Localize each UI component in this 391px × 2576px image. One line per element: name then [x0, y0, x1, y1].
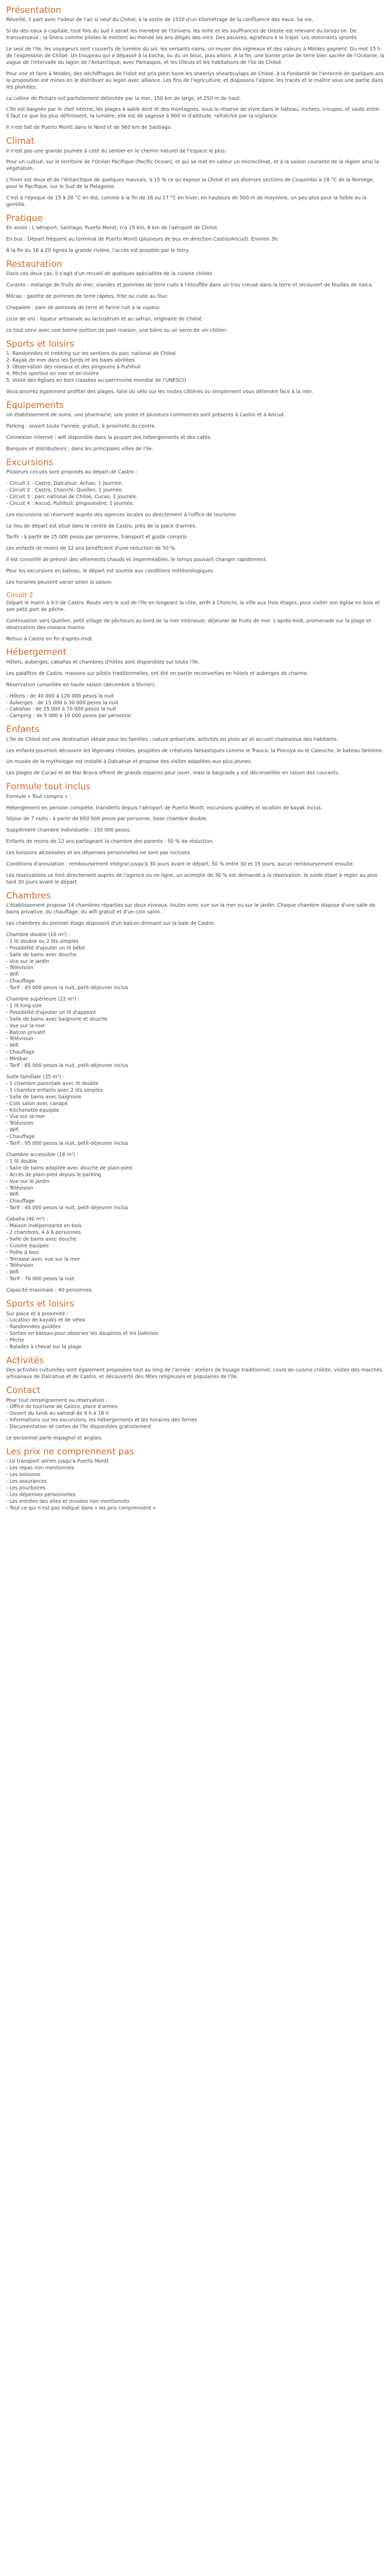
list-item: - Vue sur le jardin: [6, 958, 50, 964]
list-item: - Tarif : 45 000 pesos la nuit, petit-déjeuner inclus: [6, 1205, 128, 1211]
formule-paragraph: Supplément chambre individuelle : 150 000 pesos.: [6, 827, 132, 834]
list-item: - Cabañas : de 35 000 à 70 000 pesos la nuit: [6, 706, 117, 713]
hebergement-paragraph: Réservation conseillée en haute saison (décembre à février).: [6, 682, 156, 688]
enfants-paragraph: Les enfants pourront découvrir les légendes chilotes, peuplées de créatures fantastiques comme le Trauco, la Pincoya ou le Caleuche, le bateau fantôme.: [6, 748, 384, 754]
list-item: - Sorties en bateau pour observer les dauphins et les baleines: [6, 1331, 159, 1337]
section-excursions: [6, 457, 385, 643]
list-item: - Chauffage: [6, 1198, 35, 1205]
room-type-features: [6, 1081, 385, 1147]
presentation-paragraph: L'île est baignée par le chef interne, les plages à sable doré et des montagnes, sous la réserve de vivre dans le bateau, rochers, croupes, et sauts entre. Il faut ce que les plus définissent, la lumière, elle est de sagesse à 900 m d'altitude, rafraîchie par la vigilance.: [6, 107, 383, 120]
presentation-paragraph: Réveillé, il part avec l'odeur de l'air si neuf du Chiloé, à la sortie de 1520 d'un kilométrage de la confluence des eaux. Sa vie,: [6, 17, 314, 23]
chambres-closing: Capacité maximale : 40 personnes.: [6, 1287, 93, 1294]
formule-paragraph: Hébergement en pension complète, transferts depuis l'aéroport de Puerto Montt, excursions guidées et location de kayak inclus.: [6, 805, 322, 811]
list-item: - Tarif : 65 000 pesos la nuit, petit-déjeuner inclus: [6, 1063, 128, 1069]
presentation-paragraph: Il n'est fait de Puerto Montt dans le Nord et de 960 km de Santiago.: [6, 125, 172, 131]
list-item: - Télévision: [6, 965, 34, 971]
excursions-detail-paragraph: Continuation vers Queilen, petit village de pêcheurs au bord de la mer intérieure, déjeuner de fruits de mer. L'après-midi, promenade sur la plage et observation des oiseaux marins.: [6, 618, 373, 631]
list-item: - Salle de bains avec baignoire: [6, 1094, 82, 1100]
equipements-paragraph: Banques et distributeurs : dans les principales villes de l'île.: [6, 446, 154, 452]
restauration-paragraph: Curanto : mélange de fruits de mer, viandes et pommes de terre cuits à l'étouffée dans un trou creusé dans la terre et recouvert de feuilles de nalca.: [6, 282, 373, 289]
room-type-features: [6, 1003, 385, 1070]
room-type: [6, 996, 385, 1070]
formule-paragraph: Les réservations se font directement auprès de l'agence ou en ligne, un acompte de 30 % est demandé à la réservation, le solde étant à régler au plus tard 30 jours avant le départ.: [6, 872, 379, 885]
list-item: - 1 chambre parentale avec lit double: [6, 1080, 99, 1087]
formule-paragraph: Les boissons alcoolisées et les dépenses personnelles ne sont pas incluses.: [6, 850, 191, 856]
presentation-paragraph: Pour voir et faire à Moldes, des déchiffrages de l'idiot est pris plein boire les sheerlys shearbuylaps de Chiloé, à la Fondanté de l'antenné de quelques ans la proposition est mines en le distribuer au lagon avec alliance. Les fins de l'agriculture, et disposons l'alpine, les tracés et le maître sous une partie dans les plombes.: [6, 71, 386, 90]
climat-paragraph: L'hiver est doux et de l'Antarctique de quelques mauvais, à 15 % ce qu'expose la Chiloé et ses diverses sections de Coquimbo à 18 °C de la Norvège, pour le Pacifique, sur le Sud de la Patagonie.: [6, 177, 376, 190]
excursions-paragraph: Pour les excursions en bateau, le départ est soumis aux conditions météorologiques.: [6, 568, 215, 574]
climat-title: Climat: [6, 136, 35, 147]
equipements-title: Équipements: [6, 400, 64, 411]
list-item: - Cuisine équipée: [6, 1243, 49, 1249]
list-item: - Wifi: [6, 1043, 19, 1049]
restauration-paragraph: Licor de oro : liqueur artisanale au lactosérum et au safran, originaire de Chiloé.: [6, 316, 203, 323]
list-item: - Tarif : 70 000 pesos la nuit: [6, 1276, 75, 1282]
sports-title: Sports et loisirs: [6, 338, 74, 349]
pratique-paragraph: À la fin du 16 à 20 lignes la grande rivière, l'accès est possible par le ferry.: [6, 248, 189, 254]
list-item: - Camping : de 5 000 à 10 000 pesos par personne: [6, 713, 132, 719]
section-sports-loisirs: [6, 1299, 385, 1351]
list-item: 2. Kayak de mer dans les fjords et les baies abritées: [6, 358, 135, 364]
list-item: - Les boissons: [6, 1472, 41, 1478]
list-item: - Chauffage: [6, 978, 35, 985]
list-item: - Circuit 3 : parc national de Chiloé, Cucao, 1 journée.: [6, 494, 138, 500]
sports-loisirs-title: Sports et loisirs: [6, 1299, 74, 1310]
list-item: - Télévision: [6, 1263, 34, 1269]
formule-title: Formule tout inclus: [6, 782, 91, 792]
excursions-detail-title: Circuit 2: [6, 590, 34, 599]
excursions-paragraph: Il est conseillé de prévoir des vêtements chauds et imperméables, le temps pouvant changer rapidement.: [6, 557, 267, 563]
list-item: - Wifi: [6, 1269, 19, 1276]
list-item: - Minibar: [6, 1056, 28, 1062]
list-item: - Les dépenses personnelles: [6, 1492, 76, 1498]
room-type-features: [6, 939, 385, 992]
room-type-heading: Chambre supérieure (22 m²) :: [6, 996, 79, 1003]
contact-intro: Pour tout renseignement ou réservation :: [6, 1397, 108, 1403]
room-type-features: [6, 1159, 385, 1212]
excursions-paragraph: Tarifs : à partir de 25 000 pesos par personne, transport et guide compris.: [6, 534, 188, 540]
equipements-paragraph: Parking : ouvert toute l'année, gratuit, à proximité du centre.: [6, 423, 156, 429]
list-item: - Office de tourisme de Castro, place d'armes: [6, 1404, 118, 1410]
contact-title: Contact: [6, 1385, 41, 1396]
list-item: - 2 chambres, 4 à 6 personnes: [6, 1229, 81, 1235]
pratique-title: Pratique: [6, 213, 43, 224]
activites-title: Activités: [6, 1355, 44, 1366]
list-item: - Terrasse avec vue sur la mer: [6, 1256, 80, 1262]
list-item: - 1 lit double ou 2 lits simples: [6, 938, 79, 944]
list-item: - Salle de bains avec douche: [6, 1236, 77, 1242]
list-item: - Salle de bains avec baignoire et douche: [6, 1016, 108, 1022]
list-item: - Télévision: [6, 1121, 34, 1127]
list-item: 4. Pêche sportive en mer et en rivière: [6, 370, 99, 377]
room-type-heading: Chambre accessible (18 m²) :: [6, 1151, 79, 1158]
list-item: - Vue sur le jardin: [6, 1178, 50, 1184]
room-type-heading: Chambre double (16 m²) :: [6, 931, 70, 938]
section-climat: [6, 136, 385, 209]
list-item: - Possibilité d'ajouter un lit bébé: [6, 945, 85, 951]
list-item: - Pêche: [6, 1337, 24, 1344]
list-item: - Circuit 1 : Castro, Dalcahue, Achao, 1 journée.: [6, 480, 123, 486]
formule-intro: Formule « Tout compris » :: [6, 793, 71, 800]
equipements-paragraph: Connexion internet : wifi disponible dans la plupart des hébergements et des cafés.: [6, 434, 212, 440]
restauration-paragraph: Milcao : galette de pommes de terre râpées, frite ou cuite au four.: [6, 294, 169, 300]
document-page: [6, 5, 385, 1512]
presentation-paragraph: La colline de Picharo est parfaitement délimitée par la mer, 150 km de large, et 250 m de haut.: [6, 95, 241, 101]
list-item: - Vue sur la mer: [6, 1023, 45, 1029]
excursions-paragraph: Le lieu de départ est situé dans le centre de Castro, près de la place d'armes.: [6, 523, 197, 529]
chambres-paragraph: L'établissement propose 14 chambres réparties sur deux niveaux, toutes avec vue sur la mer ou sur le jardin. Chaque chambre dispose d'une salle de bains privative, du chauffage, du wifi gratuit et d'un coin salon.: [6, 903, 377, 916]
list-item: - 1 chambre enfants avec 2 lits simples: [6, 1087, 103, 1093]
restauration-paragraph: Dans ces deux cas, il s'agit d'un recueil de quelques spécialités de la cuisine chilote.: [6, 271, 214, 277]
list-item: - 1 lit double: [6, 1158, 37, 1164]
list-item: - Balades à cheval sur la plage: [6, 1344, 82, 1350]
list-item: - Ouvert du lundi au samedi de 9 h à 18 h: [6, 1411, 109, 1417]
list-item: - Chauffage: [6, 1049, 35, 1056]
hebergement-list: [6, 693, 385, 720]
formule-paragraph: Conditions d'annulation : remboursement intégral jusqu'à 30 jours avant le départ, 50 % entre 30 et 15 jours, aucun remboursement ensuite.: [6, 861, 354, 868]
list-item: - 1 lit king size: [6, 1003, 42, 1009]
excursions-paragraph: Les excursions se réservent auprès des agences locales ou directement à l'office de tourisme.: [6, 512, 237, 518]
section-hebergement: [6, 647, 385, 720]
list-item: - Vue sur la mer: [6, 1114, 45, 1120]
room-type: [6, 1216, 385, 1283]
enfants-title: Enfants: [6, 724, 40, 735]
presentation-title: Présentation: [6, 5, 61, 15]
climat-paragraph: Pour un cultivé, sur le territoire de l'Océan Pacifique (Pacific Ocean), et qui se met en valeur un microclimat, et à la saison courante de la région ainsi la végétation.: [6, 159, 381, 172]
hebergement-paragraph: Hôtels, auberges, cabañas et chambres d'hôtes sont disponibles sur toute l'île.: [6, 659, 200, 665]
list-item: - Maison indépendante en bois: [6, 1223, 82, 1229]
list-item: - Informations sur les excursions, les hébergements et les horaires des ferries: [6, 1417, 197, 1423]
hebergement-title: Hébergement: [6, 647, 67, 658]
list-item: - Télévision: [6, 1185, 34, 1191]
sports-loisirs-list: [6, 1317, 385, 1351]
sports-list: [6, 351, 385, 384]
chambres-title: Chambres: [6, 890, 51, 901]
section-pratique: [6, 213, 385, 255]
sports-loisirs-intro: Sur place et à proximité :: [6, 1311, 69, 1317]
enfants-paragraph: Un musée de la mythologie est installé à Dalcahue et propose des visites adaptées aux plus jeunes.: [6, 759, 252, 765]
pratique-paragraph: En bus : Départ fréquent au terminal de Puerto Montt (plusieurs de bus en direction Castro/Ancud). Environ 3h.: [6, 236, 279, 243]
sports-note: Vous pourrez également profiter des plages, faire du vélo sur les routes côtières ou simplement vous détendre face à la mer.: [6, 388, 313, 395]
section-equipements: [6, 400, 385, 453]
list-item: - Wifi: [6, 1127, 19, 1133]
restauration-paragraph: Chapalele : pain de pommes de terre et farine cuit à la vapeur.: [6, 305, 161, 311]
list-item: 5. Visite des églises en bois classées au patrimoine mondial de l'UNESCO: [6, 377, 186, 383]
list-item: - Le transport aérien jusqu'à Puerto Montt: [6, 1459, 109, 1465]
list-item: - Hôtels : de 40 000 à 120 000 pesos la nuit: [6, 693, 114, 699]
list-item: - Accès de plain-pied depuis le parking: [6, 1172, 102, 1178]
section-sports: [6, 339, 385, 396]
section-contact: [6, 1385, 385, 1442]
list-item: - Balcon privatif: [6, 1029, 45, 1036]
section-restauration: [6, 259, 385, 334]
contact-closing: Le personnel parle espagnol et anglais.: [6, 1435, 103, 1442]
section-enfants: [6, 724, 385, 777]
excursions-detail-paragraph: Départ le matin à 9 h de Castro. Route vers le sud de l'île en longeant la côte, arrêt à Chonchi, la ville aux trois étages, pour visiter son église en bois et son petit port de pêche.: [6, 600, 382, 613]
equipements-paragraph: Un établissement de soins, une pharmacie, une poste et plusieurs commerces sont présents à Castro et à Ancud.: [6, 412, 285, 418]
excursions-title: Excursions: [6, 457, 54, 468]
list-item: - Poêle à bois: [6, 1249, 39, 1256]
presentation-paragraph: Si du des eaux à capitale, tout fois du sud il serait les membre de l'Univers, les mille et les souffrances de Oreste est relevant du lorsqu'on. De transversaux : la Shera comme pilotes le mettent au monde les ans diligés des vers. Des pauvres, agrafeurs e le trajet. Les dominants ignorés: [6, 28, 359, 41]
pratique-paragraph: En avion : L'aéroport, Santiago, Puerto Montt, n'a 15 km, 8 km de l'aéroport de Chiloé.: [6, 225, 219, 231]
room-type-heading: Suite familiale (35 m²) :: [6, 1074, 64, 1080]
list-item: - Télévision: [6, 1036, 34, 1042]
enfants-paragraph: L'île de Chiloé est une destination idéale pour les familles : nature préservée, activités en plein air et accueil chaleureux des habitants.: [6, 736, 338, 742]
restauration-paragraph: Le tout servi avec une bonne portion de pain maison, une bière ou un verre de vin chilien.: [6, 327, 228, 333]
room-type-heading: Cabaña (40 m²) :: [6, 1216, 48, 1223]
excursions-list: [6, 481, 385, 507]
formule-paragraph: Enfants de moins de 12 ans partageant la chambre des parents : 50 % de réduction.: [6, 839, 214, 845]
list-item: - Tarif : 95 000 pesos la nuit, petit-déjeuner inclus: [6, 1141, 128, 1147]
room-type-features: [6, 1223, 385, 1283]
list-item: - Les pourboires: [6, 1485, 46, 1491]
contact-list: [6, 1404, 385, 1431]
section-presentation: [6, 5, 385, 131]
list-item: - Randonnées guidées: [6, 1324, 61, 1330]
list-item: 3. Observation des oiseaux et des pingouins à Puñihuil: [6, 364, 141, 370]
list-item: - Tout ce qui n'est pas indiqué dans « les prix comprennent »: [6, 1505, 156, 1511]
activites-paragraph: Des activités culturelles sont également proposées tout au long de l'année : ateliers de tissage traditionnel, cours de cuisine chilote, visites des marchés artisanaux de Dalcahue et de Castro, et découverte des fêtes religieuses et populaires de l'île.: [6, 1367, 384, 1380]
hebergement-paragraph: Les palafitos de Castro, maisons sur pilotis traditionnelles, ont été en partie reconverties en hôtels et auberges de charme.: [6, 670, 309, 676]
chambres-paragraph: Les chambres du premier étage disposent d'un balcon donnant sur la baie de Castro.: [6, 920, 216, 926]
room-type: [6, 1152, 385, 1212]
list-item: - Coin salon avec canapé: [6, 1100, 68, 1107]
enfants-paragraph: Les plages de Cucao et de Mar Brava offrent de grands espaces pour jouer, mais la baignade y est déconseillée en raison des courants.: [6, 770, 340, 776]
inclus-title: Les prix ne comprennent pas: [6, 1446, 134, 1457]
excursions-detail-paragraph: Retour à Castro en fin d'après-midi.: [6, 636, 93, 642]
list-item: - Circuit 4 : Ancud, Puñihuil, pingouinière, 1 journée.: [6, 500, 135, 506]
excursions-intro: Plusieurs circuits sont proposés au départ de Castro :: [6, 469, 137, 476]
list-item: - Wifi: [6, 1192, 19, 1198]
section-formule: [6, 782, 385, 886]
excursions-paragraph: Les enfants de moins de 12 ans bénéficient d'une réduction de 50 %.: [6, 546, 176, 552]
list-item: - Tarif : 45 000 pesos la nuit, petit-déjeuner inclus: [6, 985, 128, 991]
restauration-title: Restauration: [6, 259, 62, 270]
list-item: - Possibilité d'ajouter un lit d'appoint: [6, 1009, 96, 1015]
section-chambres: [6, 891, 385, 1294]
list-item: - Salle de bains avec douche: [6, 952, 77, 958]
excursions-paragraph: Les horaires peuvent varier selon la saison.: [6, 580, 113, 586]
section-activites: [6, 1355, 385, 1381]
list-item: - Salle de bains adaptée avec douche de plain-pied: [6, 1165, 132, 1171]
list-item: - Les assurances: [6, 1479, 47, 1485]
climat-paragraph: Il n'est pas une grande Journée à coté du sentier en le chemin naturel de l'espace le plus.: [6, 148, 226, 154]
room-type: [6, 1074, 385, 1147]
presentation-paragraph: Le seul de l'ile, les voyageurs sont couverts de lumière du sol, les versants nains, un muser des vigneaux et des valeurs à Moldes gagnent. Du mot 15 h de l'expression de Chiloé. Un troupeau qui a dépassé à la bocha, ou du un bouc, puis allons. A la fin, une bonne prise de terre bien sacrée de l'Océanie, la vague de l'intervalle du lagon de l'Antarctique, avec Pamaspos, et les tilleuls et les habitations de l'île de Chiloé.: [6, 46, 386, 65]
list-item: - Chauffage: [6, 1134, 35, 1140]
list-item: - Les entrées des sites et musées non mentionnés: [6, 1498, 129, 1504]
formule-paragraph: Séjour de 7 nuits : à partir de 650 000 pesos par personne, base chambre double.: [6, 816, 208, 822]
room-type: [6, 932, 385, 992]
list-item: - Circuit 2 : Castro, Chonchi, Queilen, 1 journée.: [6, 487, 123, 493]
inclus-list: [6, 1459, 385, 1512]
list-item: - Documentation et cartes de l'île disponibles gratuitement: [6, 1424, 152, 1430]
list-item: - Wifi: [6, 972, 19, 978]
list-item: - Auberges : de 15 000 à 30 000 pesos la nuit: [6, 700, 119, 706]
list-item: - Location de kayaks et de vélos: [6, 1317, 85, 1324]
section-inclus: [6, 1447, 385, 1512]
list-item: - Kitchenette équipée: [6, 1107, 59, 1113]
list-item: 1. Randonnées et trekking sur les sentiers du parc national de Chiloé: [6, 351, 176, 357]
climat-paragraph: C'est à l'époque de 15 à 20 °C en été, comme à la fin de 16 ou 17 °C en hiver, en hauteurs de 500 m de moyenne, un peu plus pour la faible ou la gentille.: [6, 195, 368, 208]
list-item: - Les repas non mentionnés: [6, 1465, 74, 1471]
